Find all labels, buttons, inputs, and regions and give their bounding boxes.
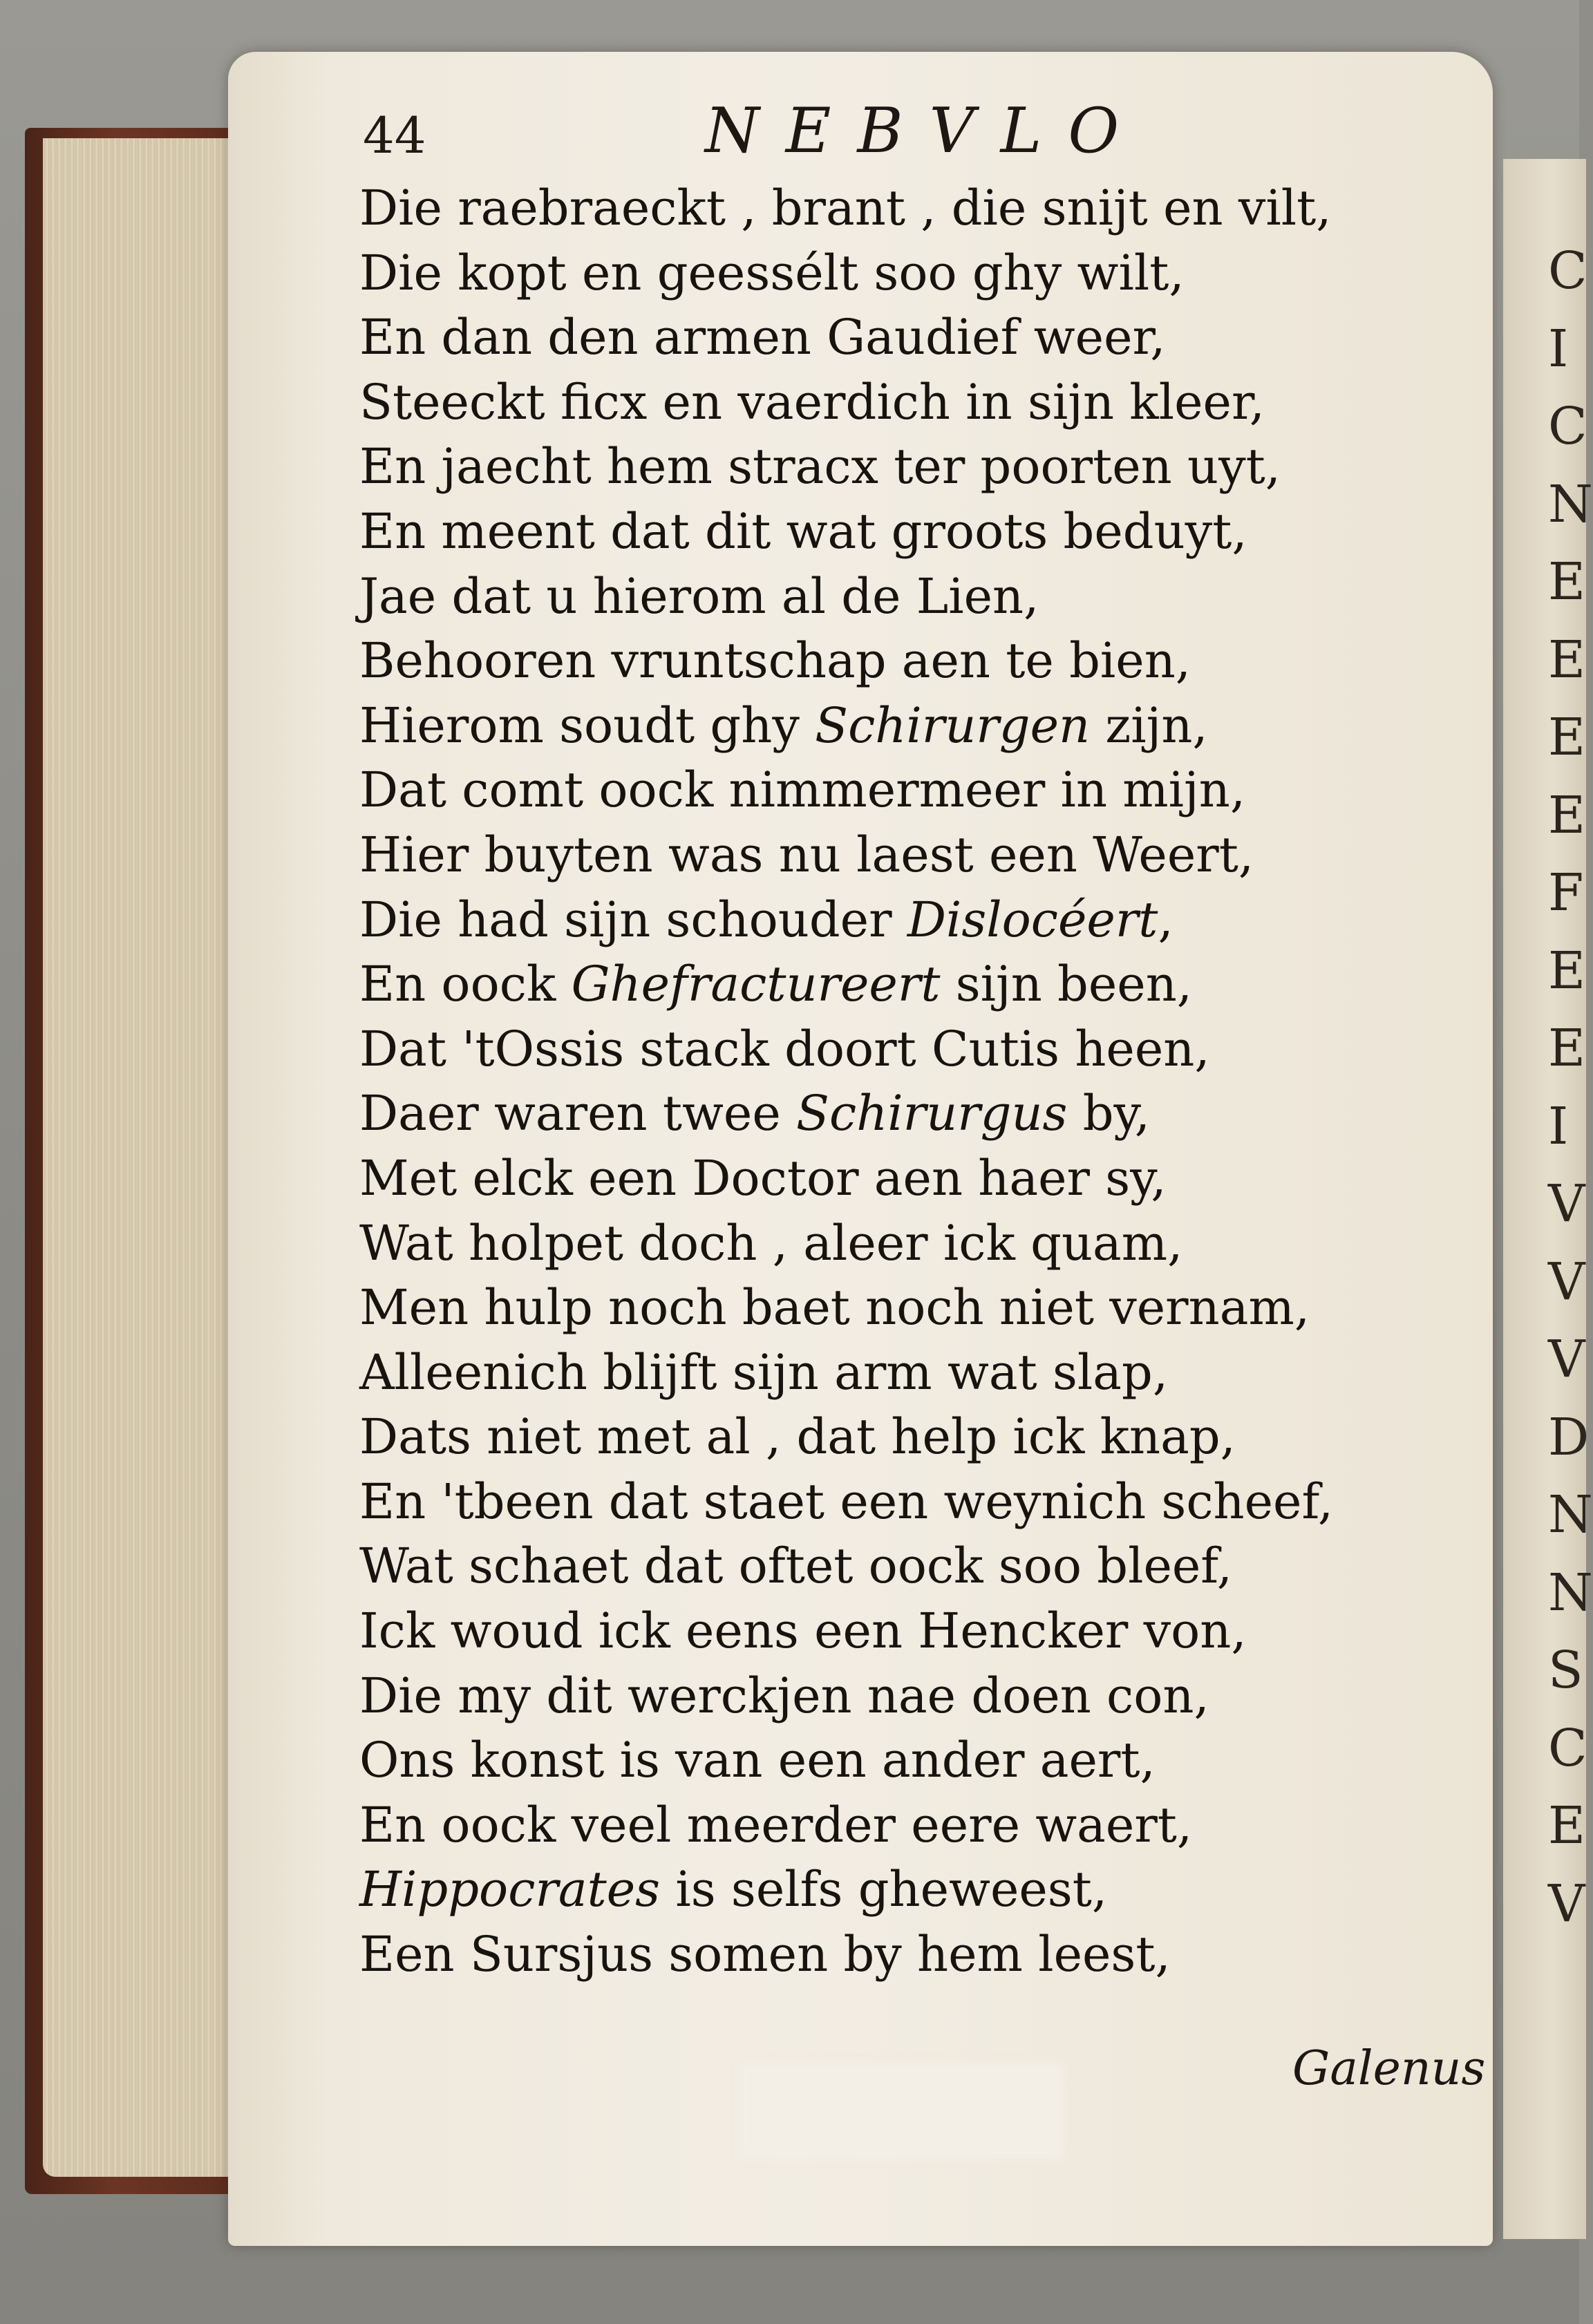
facing-page-letter: F — [1548, 863, 1584, 923]
verse-line: En oock veel meerder eere waert, — [359, 1796, 1193, 1853]
facing-page-letter: V — [1548, 1251, 1585, 1312]
facing-page-letter: C — [1548, 1718, 1587, 1778]
verse-text — [359, 176, 1333, 1987]
verse-segment: Daer waren twee — [359, 1085, 797, 1142]
verse-line — [359, 952, 1333, 1017]
verse-line — [359, 1858, 1333, 1923]
verse-line: Hier buyten was nu laest een Weert, — [359, 826, 1254, 883]
verse-line: En meent dat dit wat groots beduyt, — [359, 502, 1247, 560]
catchword: Galenus — [1292, 2041, 1486, 2096]
facing-page-letter: E — [1548, 552, 1586, 612]
verse-line: Jae dat u hierom al de Lien, — [359, 567, 1039, 625]
verse-line — [359, 1081, 1333, 1146]
facing-page-letter: E — [1548, 1019, 1586, 1078]
verse-line: Die raebraeckt , brant , die snijt en vilt, — [359, 180, 1332, 236]
facing-page-letter: V — [1548, 1330, 1585, 1389]
facing-page-letter: V — [1548, 1873, 1585, 1934]
facing-page-letter: C — [1548, 397, 1587, 456]
facing-page-letter: E — [1548, 708, 1586, 767]
blurred-patch — [739, 2063, 1064, 2160]
facing-page-letter: E — [1548, 1796, 1586, 1855]
verse-italic-word: Hippocrates — [359, 1861, 661, 1918]
verse-segment: , — [1158, 891, 1173, 948]
facing-page-letter: E — [1548, 785, 1586, 845]
verse-line: En dan den armen Gaudief weer, — [359, 309, 1166, 366]
facing-page-letter: E — [1548, 941, 1586, 1001]
facing-page-letter: V — [1548, 1174, 1585, 1234]
verse-line: Dat 'tOssis stack doort Cutis heen, — [359, 1020, 1210, 1077]
verse-line: Men hulp noch baet noch niet vernam, — [359, 1279, 1310, 1336]
verse-line: Steeckt ficx en vaerdich in sijn kleer, — [359, 373, 1265, 431]
verse-line — [359, 888, 1333, 953]
verse-italic-word: Schirurgus — [796, 1085, 1068, 1142]
facing-page-letter: C — [1548, 241, 1587, 301]
verse-italic-word: Dislocéert — [907, 891, 1158, 948]
verse-line: Wat holpet doch , aleer ick quam, — [359, 1214, 1183, 1272]
facing-page-letter: E — [1548, 630, 1586, 690]
verse-line: Een Sursjus somen by hem leest, — [359, 1926, 1171, 1983]
facing-page-letter: I — [1548, 1096, 1569, 1156]
verse-line: En jaecht hem stracx ter poorten uyt, — [359, 438, 1281, 495]
verse-italic-word: Ghefractureert — [571, 956, 941, 1013]
verse-segment: Die had sijn schouder — [359, 891, 907, 948]
verse-line — [359, 694, 1333, 759]
facing-page-letter: N — [1548, 1485, 1593, 1544]
facing-page-letter: I — [1548, 319, 1569, 379]
verse-segment: sijn been, — [940, 956, 1193, 1013]
verse-line: Behooren vruntschap aen te bien, — [359, 632, 1191, 690]
verse-line: Wat schaet dat oftet oock soo bleef, — [359, 1538, 1232, 1595]
running-head: NEBVLO — [705, 95, 1146, 167]
verse-line: Die kopt en geessélt soo ghy wilt, — [359, 244, 1185, 301]
verse-segment: zijn, — [1090, 697, 1208, 754]
verse-italic-word: Schirurgen — [815, 697, 1091, 754]
verse-line: Ick woud ick eens een Hencker von, — [359, 1603, 1247, 1660]
verse-segment: Hierom soudt ghy — [359, 697, 816, 754]
verse-line: En 'tbeen dat staet een weynich scheef, — [359, 1473, 1334, 1530]
verse-line: Dat comt oock nimmermeer in mijn, — [359, 762, 1246, 819]
facing-page-letter: N — [1548, 474, 1593, 534]
verse-line: Met elck een Doctor aen haer sy, — [359, 1149, 1167, 1207]
verse-line: Ons konst is van een ander aert, — [359, 1732, 1156, 1789]
verse-segment: En oock — [359, 956, 572, 1013]
verse-line: Die my dit werckjen nae doen con, — [359, 1667, 1209, 1724]
facing-page-letter: S — [1548, 1641, 1583, 1700]
facing-page-letter: N — [1548, 1562, 1593, 1623]
verse-segment: is selfs gheweest, — [660, 1861, 1108, 1918]
verse-line: Alleenich blijft sijn arm wat slap, — [359, 1343, 1169, 1401]
facing-page-letter: D — [1548, 1407, 1590, 1467]
verse-segment: by, — [1067, 1085, 1151, 1142]
page-edges — [43, 138, 243, 2177]
verse-line: Dats niet met al , dat help ick knap, — [359, 1408, 1236, 1466]
page-number: 44 — [363, 106, 426, 164]
